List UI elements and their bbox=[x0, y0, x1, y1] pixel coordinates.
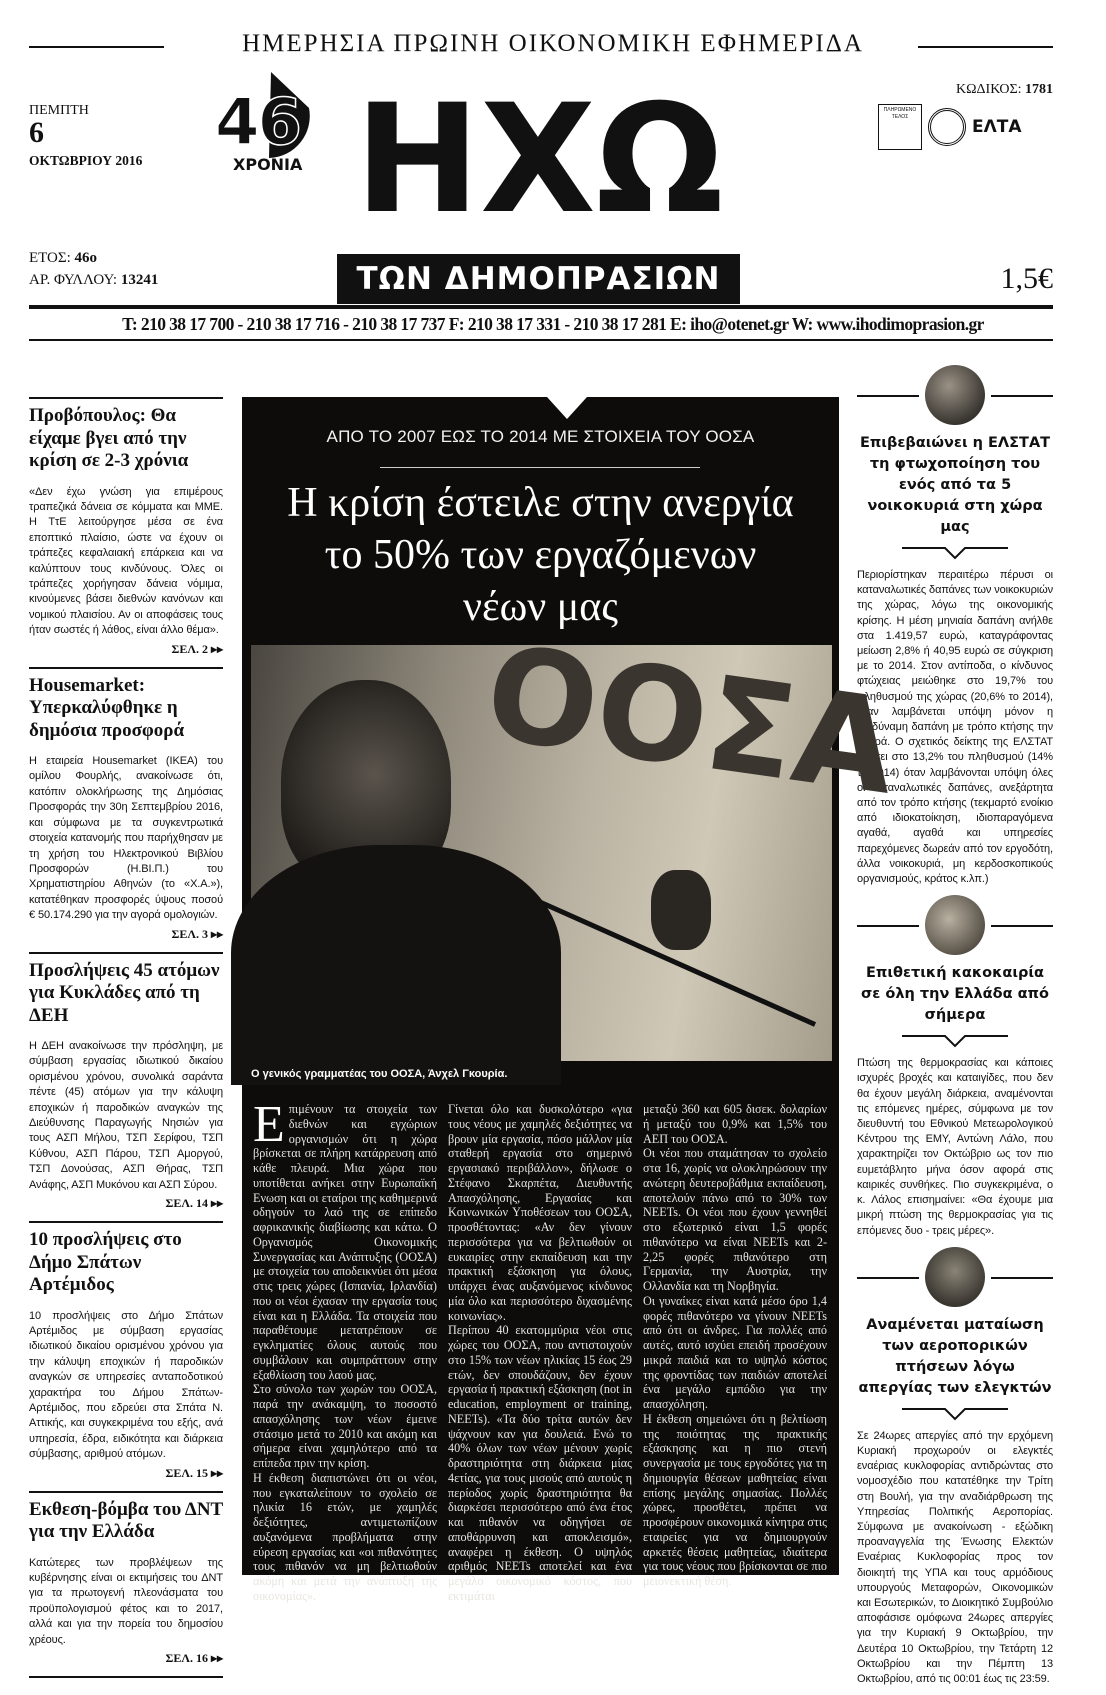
article-paragraph: Οι γυναίκες είναι κατά μέσο όρο 1,4 φορές πιθανότερο να γίνουν NEETs από ότι οι άνδρες. Για πολλές από αυτές, αυτό ισχύει επειδή προσέχουν μικρά παιδιά και το υψηλό κόστος της φροντίδας των παιδιών αποτελεί ένα μεγάλο εμπόδιο για την απασχόληση. bbox=[643, 1293, 827, 1411]
panel-notch bbox=[547, 397, 587, 419]
story-text: Περιορίστηκαν περαιτέρω πέρυσι οι καταναλωτικές δαπάνες των νοικοκυριών της χώρας, λόγω της οικονομικής κρίσης. Η μέση μηνιαία δαπάνη ανήλθε στα 1.419,57 ευρώ, καταγράφοντας μείωση 2,8% ή 40,95 ευρώ σε σύγκριση με το 2014. Στον αντίποδα, ο κίνδυνος φτώχειας μειώθηκε στο 19,7% του πληθυσμού της χώρας (20,6% το 2014), όταν λαμβάνεται υπόψη μόνον η ισοδύναμη δαπάνη με τρόπο κτήσης την αγορά. Ο σχετικός δείκτης της ΕΛΣΤΑΤ πέφτει στο 13,2% του πληθυσμού (14% το 2014) όταν λαμβάνονται υπόψη όλες οι καταναλωτικές δαπάνες, ανεξάρτητα από τον τρόπο κτήσης (τεκμαρτό ενοίκιο από ιδιοκατοίκηση, ιδιοπαραγόμενα αγαθά, αγαθά και υπηρεσίες παρεχόμενες δωρεάν από τον εργοδότη, άλλα νοικοκυριά, μη κερδοσκοπικούς οργανισμούς, κράτος κ.λπ.) bbox=[857, 569, 1053, 886]
story-text: Κατώτερες των προβλέψεων της κυβέρνησης είναι οι εκτιμήσεις του ΔΝΤ για τα πρωτογενή πλεονάσματα του προϋπολογισμού φέτος και το 2017, αλλά και για την πορεία του δημοσίου χρέους. bbox=[29, 1556, 223, 1646]
left-column bbox=[29, 397, 223, 1678]
issue-info bbox=[29, 272, 158, 289]
headline-line: το 50% των εργαζόμενων bbox=[324, 532, 757, 578]
year-value: 46ο bbox=[74, 250, 98, 266]
person-hand bbox=[651, 870, 711, 950]
headline-line: Η κρίση έστειλε στην ανεργία bbox=[287, 480, 794, 526]
photo-backdrop-text: ΟΟΣΑ bbox=[477, 616, 906, 824]
year-label: ΕΤΟΣ: bbox=[29, 250, 71, 266]
page-ref[interactable]: ΣΕΛ. 15 ▸▸ bbox=[165, 1465, 223, 1480]
story-text: Η ΔΕΗ ανακοίνωσε την πρόσληψη, με σύμβαση εργασίας ιδιωτικού δικαίου ορισμένου χρόνου, συνολικά σαράντα πέντε (45) ατόμων για την κάλυψη εποχικών ή παροδικών αναγκών της Διεύθυνσης Παραγωγής Νησιών για τους ΑΣΠ Μήλου, ΤΣΠ Σερίφου, ΤΣΠ Κύθνου, ΑΣΠ Πάρου, ΤΣΠ Αμοργού, ΤΣΠ Δονούσας, ΑΣΠ Θήρας, ΤΣΠ Ανάφης, ΑΣΠ Μυκόνου και ΑΣΠ Σύρου. bbox=[29, 1040, 223, 1191]
story-title[interactable]: Housemarket: Υπερκαλύφθηκε η δημόσια προσφορά bbox=[29, 674, 185, 741]
article-paragraph: Περίπου 40 εκατομμύρια νέοι στις χώρες του ΟΟΣΑ, που αντιστοιχούν στο 15% των νέων ηλικίας 15 έως 29 ετών, δεν σπουδάζουν, δεν έχουν εργασία ή πρακτική εξάσκηση (not in education, employment or training, NEETs). «Τα δύο τρίτα αυτών δεν ψάχνουν καν για δουλειά. Ενώ το 40% όλων των νέων μένουν χωρίς δραστηριότητα στη διάρκεια μίας 4ετίας, για τους μισούς από αυτούς η περίοδος χωρίς δραστηριότητα θα διαρκέσει περισσότερο από ένα έτος και πιθανόν να οδηγήσει σε αποθάρρυνση και αποκλεισμό», αναφέρει η έκθεση. Ο υψηλός αριθμός NEETs αποτελεί και ένα μεγάλο οικονομικό κόστος, που εκτιμάται bbox=[448, 1323, 632, 1603]
divider bbox=[991, 1277, 1053, 1279]
contact-rule-bottom bbox=[29, 339, 1053, 341]
year-info bbox=[29, 250, 97, 267]
article-column-3 bbox=[643, 1102, 827, 1589]
story-title[interactable]: Αναμένεται ματαίωση των αεροπορικών πτήσεων λόγω απεργίας των ελεγκτών bbox=[858, 1316, 1052, 1396]
story-text: 10 προσλήψεις στο Δήμο Σπάτων Αρτέμιδος με σύμβαση εργασίας ιδιωτικού δικαίου ορισμένου χρόνου για την κάλυψη εποχικών ή παροδικών αναγκών σε υπηρεσίες ανταποδοτικού χαρακτήρα του Δήμου Σπάτων- Αρτέμιδος, που εδρεύει στα Σπάτα Ν. Αττικής, και συγκεκριμένα του εξής, ανά υπηρεσία, έδρα, ειδικότητα και διάρκεια σύμβασης, αριθμού ατόμων. bbox=[29, 1309, 223, 1461]
right-story[interactable] bbox=[857, 895, 1053, 1238]
tagline: ΗΜΕΡΗΣΙΑ ΠΡΩΙΝΗ ΟΙΚΟΝΟΜΙΚΗ ΕΦΗΜΕΡΙΔΑ bbox=[242, 30, 864, 57]
chevron-divider-icon bbox=[902, 1034, 1008, 1048]
article-paragraph: Η έκθεση διαπιστώνει ότι οι νέοι, που εγκαταλείπουν το σχολείο σε ηλικία 16 ετών, με χαμηλές δεξιότητες, αντιμετωπίζουν αυξανόμενα προβλήματα στην εύρεση εργασίας και «οι πιθανότητες τους πιθανόν να μη βελτιωθούν ακόμη και μετά την ανάπτυξη της οικονομίας». bbox=[253, 1470, 437, 1603]
code-label: ΚΩΔΙΚΟΣ: bbox=[956, 82, 1022, 97]
contact-line: T: 210 38 17 700 - 210 38 17 716 - 210 38 17 737 F: 210 38 17 331 - 210 38 17 281 E: iho@otenet.gr W: www.ihodimoprasion.gr bbox=[122, 314, 984, 334]
drop-cap: Ε bbox=[253, 1096, 285, 1153]
left-story[interactable] bbox=[29, 397, 223, 657]
right-column bbox=[857, 365, 1053, 1695]
divider bbox=[857, 1277, 919, 1279]
anniversary-logo bbox=[209, 68, 317, 176]
story-text: Πτώση της θερμοκρασίας και κάποιες ισχυρές βροχές και καταιγίδες, που δεν θα έχουν μεγάλη διάρκεια, αναμένονται τις επόμενες ημέρες, σύμφωνα με τον διευθυντή του Εθνικού Μετεωρολογικού Κέντρου της ΕΜΥ, Αντώνη Λάλο, που χαρακτηρίζει τον Οκτώβριο ως τον πιο ευμετάβλητο μήνα όσον αφορά στις καιρικές συνθήκες. Πιο συγκεκριμένα, ο κ. Λάλος επισημαίνει: «Θα έχουμε μια μικρή πτώση της θερμοκρασίας για τις επόμενες δυο - τρεις μέρες». bbox=[857, 1057, 1053, 1237]
paragraph-text: πιμένουν τα στοιχεία των διεθνών και εγχώριων οργανισμών ότι η χώρα βρίσκεται σε πλήρη κατάρρευση από κάθε πλευρά. Μια χώρα που υποτίθεται ανήκει στην Ευρωπαϊκή Ενωση και οι εταίροι της καθημερινά οδηγούν το λαό της σε επίπεδο αφρικανικής διαβίωσης και κάτω. Ο Οργανισμός Οικονομικής Συνεργασίας και Ανάπτυξης (ΟΟΣΑ) με στοιχεία του αποδεικνύει ότι μέσα στις τρεις χώρες (Ισπανία, Ιρλανδία) που οι νέοι έχασαν την εργασία τους είναι και η Ελλάδα. Τα στοιχεία που παραθέτουμε μετατρέπουν σε εγκληματίες όλους αυτούς που συμβάλουν και συμπράττουν στην εξαθλίωση του λαού μας. bbox=[253, 1102, 437, 1382]
divider bbox=[29, 1676, 223, 1678]
postage-paid-stamp: ΠΛΗΡΩΜΕΝΟ ΤΕΛΟΣ bbox=[878, 104, 922, 150]
postal-stamps bbox=[878, 104, 1022, 150]
day-number: 6 bbox=[29, 116, 44, 149]
story-text: «Δεν έχω γνώση για επιμέρους τραπεζικά δάνεια σε κόμματα και ΜΜΕ. Η ΤτΕ λειτούργησε μέσα σε ένα εποπτικό πλαίσιο, ώστε να έχουν οι τράπεζες κεφαλαιακή επάρκεια και να καλύπτουν τους κινδύνους. Όλες οι τράπεζες χορήγησαν δάνεια νόμιμα, κινούμενες βάσει διεθνών κανόνων και νομικού πλαισίου. Αν οι αποφάσεις τους ήταν σωστές ή λάθος, είναι άλλο θέμα». bbox=[29, 485, 223, 637]
left-story[interactable] bbox=[29, 1491, 223, 1666]
issue-value: 13241 bbox=[120, 272, 159, 288]
headline-line: νέων μας bbox=[463, 584, 618, 630]
left-story[interactable] bbox=[29, 1221, 223, 1481]
main-photo bbox=[251, 616, 906, 1061]
contact-rule-top bbox=[29, 305, 1053, 309]
story-text: Σε 24ωρες απεργίες από την ερχόμενη Κυριακή προχωρούν οι ελεγκτές εναέριας κυκλοφορίας αντιδρώντας στο νομοσχέδιο που κατατέθηκε την Τρίτη στη Βουλή, για την αναδιάρθρωση της Υπηρεσίας Πολιτικής Αεροπορίας. Σύμφωνα με ανακοίνωση - εξώδικη προαναγγελία της Ένωσης Ελεκτών Εναέριας Κυκλοφορίας προς τον διοικητή της ΥΠΑ και τους αρμόδιους υπουργούς Μεταφορών, Οικονομικών και Εσωτερικών, το Διοικητικό Συμβούλιο αποφάσισε ομόφωνα 24ωρες απεργίες για την Κυριακή 9 Οκτωβρίου, την Δευτέρα 10 Οκτωβρίου, την Τετάρτη 12 Οκτωβρίου και την Πέμπτη 13 Οκτωβρίου, από τις 00:01 έως τις 23:59. bbox=[857, 1429, 1053, 1685]
left-story[interactable] bbox=[29, 667, 223, 942]
chevron-divider-icon bbox=[902, 546, 1008, 560]
article-paragraph: Γίνεται όλο και δυσκολότερο «για τους νέους με χαμηλές δεξιότητες να βρουν μία εργασία, πόσο μάλλον μία σταθερή εργασία στο σημερινό εργασιακό περιβάλλον», δήλωσε ο Στέφανο Σκαρπέτα, Διευθυντής Απασχόλησης, Εργασίας και Κοινωνικών Υποθέσεων του ΟΟΣΑ, προσθέτοντας: «Αν δεν γίνουν περισσότερα για να βελτιωθούν οι ευκαιρίες στην εκπαίδευση και την πρακτική εξάσκηση για όλους, υπάρχει ένας αυξανόμενος κίνδυνος μία όλο και περισσότερο διχασμένης κοινωνίας». bbox=[448, 1102, 632, 1323]
article-column-1 bbox=[253, 1096, 437, 1604]
code-info bbox=[956, 82, 1053, 98]
story-thumbnail-row bbox=[857, 365, 1053, 425]
month-year: ΟΚΤΩΒΡΙΟΥ 2016 bbox=[29, 153, 143, 168]
story-text: Η εταιρεία Housemarket (ΙΚΕΑ) του ομίλου Φουρλής, ανακοίνωσε ότι, κατόπιν ολοκλήρωσης της Δημόσιας Προσφοράς την 30η Σεπτεμβρίου 2016, και σύμφωνα με τα συγκεντρωτικά στοιχεία κατανομής που παρήχθησαν με τη χρήση του Ηλεκτρονικού Βιβλίου Προσφορών (Η.ΒΙ.Π.) του Χρηματιστηρίου Αθηνών (το «Χ.Α.»), κατατέθηκαν προσφορές ύψους ποσού € 50.174.290 για την αγορά ομολογιών. bbox=[29, 755, 223, 922]
article-paragraph: Οι νέοι που σταμάτησαν το σχολείο στα 16, χωρίς να ολοκληρώσουν την ανώτερη δευτεροβάθμια εκπαίδευση, αποτελούν πάνω από το 30% των NEETs. Οι νέοι που έχουν γεννηθεί στο εξωτερικό είναι 1,5 φορές πιθανότερο να είναι NEETs και 2-2,25 φορές πιθανότερο στη Γερμανία, την Αυστρία, την Ολλανδία και τη Νορβηγία. bbox=[643, 1146, 827, 1293]
story-thumbnail bbox=[925, 1247, 985, 1307]
story-thumbnail bbox=[925, 895, 985, 955]
seal-icon bbox=[928, 108, 966, 146]
story-title[interactable]: Επιθετική κακοκαιρία σε όλη την Ελλάδα από σήμερα bbox=[860, 965, 1049, 1024]
article-paragraph bbox=[253, 1096, 437, 1382]
right-story[interactable] bbox=[857, 1247, 1053, 1687]
elta-logo: ΕΛΤΑ bbox=[972, 117, 1022, 137]
story-thumbnail bbox=[925, 365, 985, 425]
main-headline[interactable] bbox=[242, 477, 839, 633]
divider bbox=[991, 925, 1053, 927]
kicker-rule bbox=[380, 467, 700, 468]
article-paragraph: Η έκθεση σημειώνει ότι η βελτίωση της ποιότητας της πρακτικής εξάσκησης και η πιο στενή συνεργασία με τους εργοδότες για τη δημιουργία θέσεων μαθητείας είναι επίσης μεγάλης σημασίας. Πολλές χώρες, προσθέτει, πρέπει να προσφέρουν οικονομικά κίνητρα στις εταιρείες για να δημιουργούν αρκετές θέσεις μαθητείας, ιδιαίτερα για τους νέους που βρίσκονται σε πιο μειονεκτική θέση. bbox=[643, 1411, 827, 1588]
chevron-divider-icon bbox=[902, 1407, 1008, 1421]
story-thumbnail-row bbox=[857, 895, 1053, 955]
newspaper-title: ΗΧΩ bbox=[354, 73, 724, 247]
page-ref[interactable]: ΣΕΛ. 3 ▸▸ bbox=[171, 926, 223, 941]
story-title[interactable]: Προβόπουλος: Θα είχαμε βγει από την κρίση σε 2-3 χρόνια bbox=[29, 405, 189, 471]
story-title[interactable]: 10 προσλήψεις στο Δήμο Σπάτων Αρτέμιδος bbox=[29, 1229, 182, 1296]
story-title[interactable]: Εκθεση-βόμβα του ΔΝΤ για την Ελλάδα bbox=[29, 1498, 223, 1543]
article-paragraph: Στο σύνολο των χωρών του ΟΟΣΑ, παρά την ανάκαμψη, το ποσοστό απασχόλησης των νέων έμεινε στάσιμο μετά το 2010 και ακόμη και σήμερα είναι χαμηλότερο από τα επίπεδα πριν την κρίση. bbox=[253, 1382, 437, 1470]
divider bbox=[991, 395, 1053, 397]
divider bbox=[857, 395, 919, 397]
svg-text:46: 46 bbox=[215, 86, 301, 160]
day-name: ΠΕΜΠΤΗ bbox=[29, 103, 89, 118]
newspaper-subtitle: ΤΩΝ ΔΗΜΟΠΡΑΣΙΩΝ bbox=[337, 254, 740, 304]
svg-text:ΧΡΟΝΙΑ: ΧΡΟΝΙΑ bbox=[233, 155, 303, 174]
article-column-2 bbox=[448, 1102, 632, 1604]
story-thumbnail-row bbox=[857, 1247, 1053, 1307]
page-ref[interactable]: ΣΕΛ. 2 ▸▸ bbox=[171, 641, 223, 656]
person-body bbox=[231, 845, 561, 1085]
page-ref[interactable]: ΣΕΛ. 16 ▸▸ bbox=[165, 1651, 223, 1666]
divider bbox=[857, 925, 919, 927]
left-story[interactable] bbox=[29, 952, 223, 1212]
page-ref[interactable]: ΣΕΛ. 14 ▸▸ bbox=[165, 1196, 223, 1211]
main-kicker: ΑΠΟ ΤΟ 2007 ΕΩΣ ΤΟ 2014 ΜΕ ΣΤΟΙΧΕΙΑ ΤΟΥ ΟΟΣΑ bbox=[326, 427, 755, 446]
code-value: 1781 bbox=[1025, 82, 1053, 97]
right-story[interactable] bbox=[857, 365, 1053, 887]
issue-label: ΑΡ. ΦΥΛΛΟΥ: bbox=[29, 272, 118, 288]
price: 1,5€ bbox=[1000, 262, 1053, 295]
story-title[interactable]: Προσλήψεις 45 ατόμων για Κυκλάδες από τη ΔΕΗ bbox=[29, 959, 220, 1026]
article-paragraph: μεταξύ 360 και 605 δισεκ. δολαρίων ή μεταξύ του 0,9% και 1,5% του ΑΕΠ του ΟΟΣΑ. bbox=[643, 1102, 827, 1146]
story-title[interactable]: Επιβεβαιώνει η ΕΛΣΤΑΤ τη φτωχοποίηση του ενός από τα 5 νοικοκυριά στη χώρα μας bbox=[859, 435, 1051, 535]
photo-caption: Ο γενικός γραμματέας του ΟΟΣΑ, Άνχελ Γκουρία. bbox=[251, 1068, 508, 1080]
